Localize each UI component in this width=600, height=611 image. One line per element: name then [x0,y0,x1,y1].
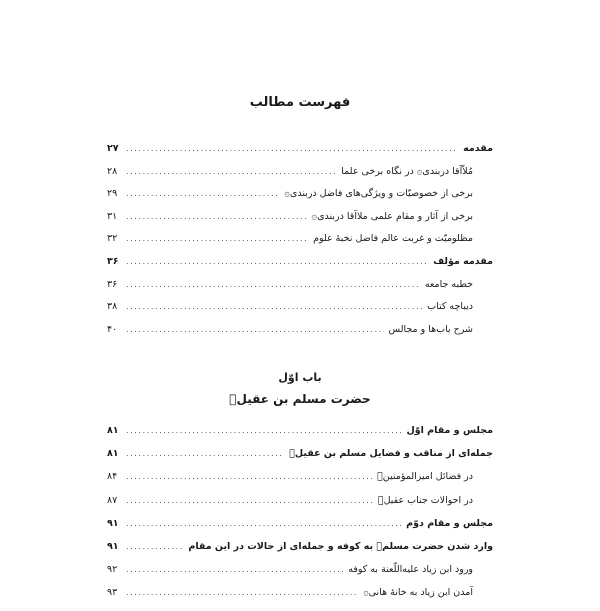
toc-row[interactable] [107,518,493,541]
toc-page-number: ۹۱ [107,540,119,552]
dot-leader [126,325,384,334]
dot-leader [126,167,336,176]
toc-entry-label: مجلس و مقام دوّم [406,517,493,529]
toc-row[interactable] [107,256,493,279]
toc-row[interactable] [107,188,493,211]
toc-entry-label: مظلومیّت و غربت عالم فاضل نخبهٔ علوم [313,233,473,245]
toc-entry-label: وارد شدن حضرت مسلمؑ به کوفه و جمله‌ای از حالات در این مقام [188,540,493,552]
dot-leader [126,280,420,289]
toc-row[interactable] [107,143,493,166]
dot-leader [126,302,422,311]
toc-entry-label: مقدمه [463,143,493,154]
toc-entry-label: در احوالات جناب عقیلؑ [377,494,473,506]
dot-leader [126,472,372,481]
toc-section-chapter-one [107,425,493,611]
dot-leader [126,426,401,435]
page-title: فهرست مطالب [249,95,351,110]
toc-entry-label: برخی از خصوصیّات و ویژگی‌های فاضل دربندی۞ [284,188,473,200]
dot-leader [126,565,343,574]
toc-entry-label: دیباچه کتاب [427,301,473,313]
toc-row[interactable] [107,211,493,234]
toc-page-number: ۳۱ [107,210,118,222]
toc-page-number: ۹۳ [107,587,118,599]
toc-row[interactable] [107,166,493,189]
toc-page-number: ۲۹ [107,188,118,200]
dot-leader [126,212,307,221]
toc-row[interactable] [107,324,493,347]
toc-row[interactable] [107,233,493,256]
toc-entry-label: ورود ابن زیاد علیه‌اللّعنة به کوفه [348,564,473,576]
toc-page-number: ۲۷ [107,143,119,154]
toc-page-number: ۸۴ [107,471,118,483]
toc-page-number: ۳۶ [107,278,118,290]
toc-page-number: ۴۰ [107,323,118,335]
toc-section-introduction [107,143,493,346]
dot-leader [126,449,284,458]
dot-leader [126,519,401,528]
toc-page-number: ۲۸ [107,165,118,177]
dot-leader [126,144,458,153]
toc-page-number: ۳۲ [107,233,118,245]
toc-entry-label: شرح باب‌ها و مجالس [388,323,473,335]
toc-page-number: ۸۷ [107,494,118,506]
dot-leader [126,542,183,551]
toc-row[interactable] [107,301,493,324]
toc-entry-label: مُلاّآقا دربندی۞ در نگاه برخی علما [341,165,473,177]
toc-row[interactable] [107,471,493,494]
toc-row[interactable] [107,448,493,471]
toc-page-number: ۳۶ [107,255,119,267]
toc-page-number: ۹۱ [107,517,119,529]
toc-page-number: ۳۸ [107,301,118,313]
toc-entry-label: برخی از آثار و مقام علمی ملاآقا دربندی۞ [311,210,473,222]
toc-entry-label: آمدن ابن زیاد به خانهٔ هانی۞ [363,587,473,599]
toc-row[interactable] [107,587,493,610]
toc-entry-label: مقدمه مؤلف [433,255,493,267]
dot-leader [126,189,279,198]
toc-page-number: ۸۱ [107,448,119,460]
chapter-heading: باب اوّل [278,371,322,384]
toc-row[interactable] [107,279,493,302]
chapter-subject: حضرت مسلم بن عقیلؑ [229,392,371,406]
dot-leader [126,257,428,266]
toc-entry-label: خطبه جامعه [424,278,473,290]
toc-entry-label: مجلس و مقام اوّل [406,425,493,436]
toc-row[interactable] [107,495,493,518]
dot-leader [126,496,373,505]
toc-row[interactable] [107,564,493,587]
dot-leader [126,234,308,243]
toc-page-number: ۹۲ [107,564,118,576]
toc-row[interactable] [107,425,493,448]
toc-entry-label: در فضائل امیرالمؤمنینؑ [377,471,473,483]
toc-page-number: ۸۱ [107,425,119,436]
toc-row[interactable] [107,541,493,564]
dot-leader [126,588,358,597]
toc-entry-label: جمله‌ای از مناقب و فضایل مسلم بن عقیلؑ [289,448,493,460]
